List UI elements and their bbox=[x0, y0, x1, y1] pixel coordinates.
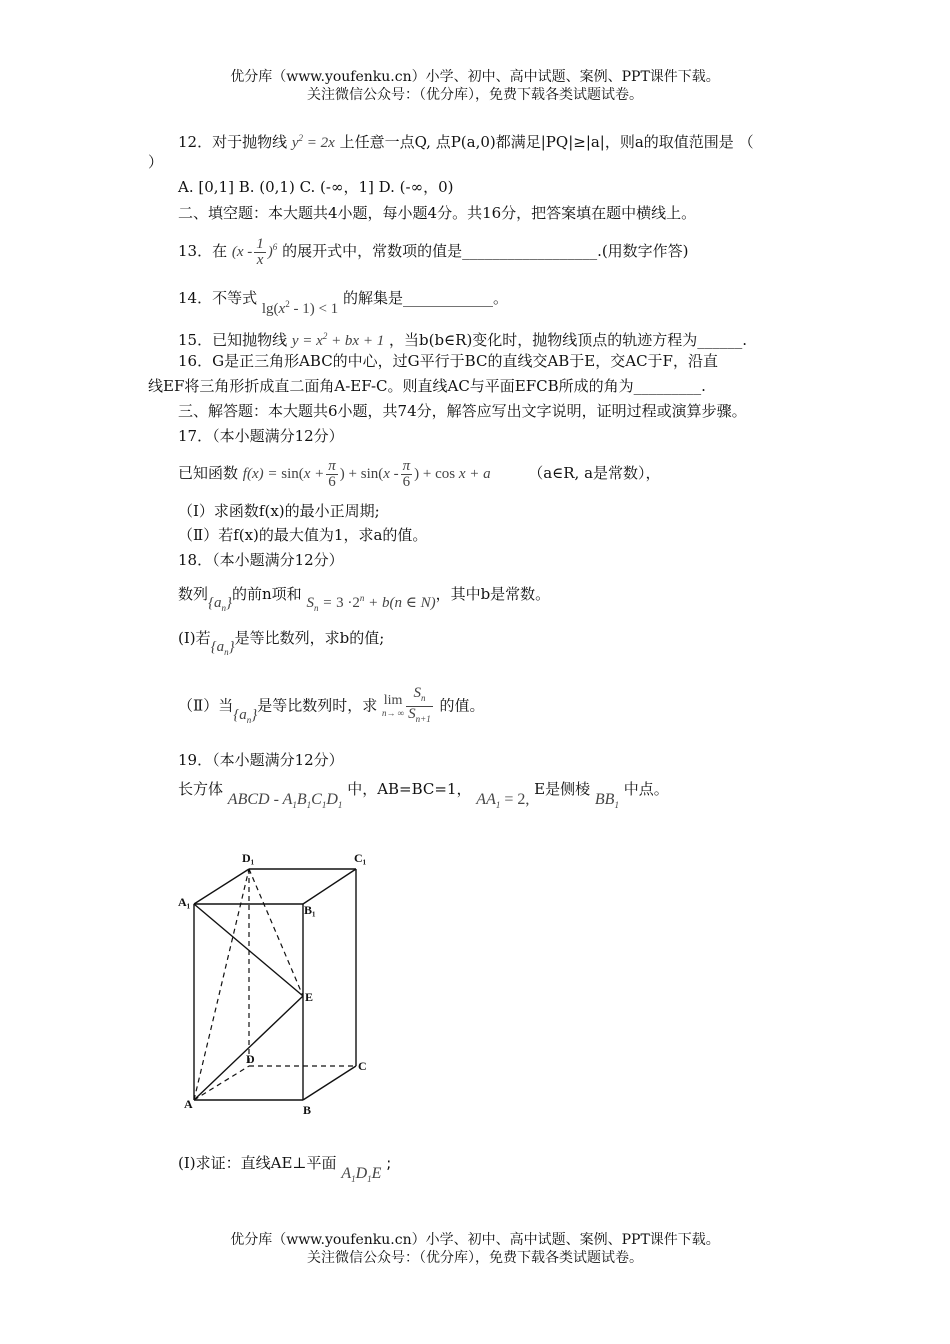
q18-statement bbox=[178, 577, 550, 613]
q16-line-1: 16．G是正三角形ABC的中心，过G平行于BC的直线交AB于E，交AC于F，沿直 bbox=[178, 352, 718, 370]
q17-function-formula: f(x) = sin(x + $\frac{\pi}{6}$ ) + sin(x - $\frac{\pi}{6}$ ) + cos x + a bbox=[242, 458, 491, 491]
q19-s4: 中点。 bbox=[623, 780, 669, 798]
section-3-heading: 三、解答题：本大题共6小题，共74分，解答应写出文字说明，证明过程或演算步骤。 bbox=[178, 402, 747, 420]
label-a1: A₁ bbox=[178, 895, 191, 909]
q18-p2c: 的值。 bbox=[439, 696, 485, 715]
q18-p1b: 是等比数列，求b的值; bbox=[234, 629, 385, 647]
q18-limit: lim n→ ∞ bbox=[382, 692, 405, 718]
q17-prefix: 已知函数 bbox=[178, 464, 239, 482]
q19-title: 19．（本小题满分12分） bbox=[178, 751, 344, 769]
q17-part-1: （Ⅰ）求函数f(x)的最小正周期; bbox=[178, 502, 380, 520]
question-13 bbox=[178, 232, 689, 268]
q12-options: A. [0,1] B. (0,1) C. (-∞，1] D. (-∞，0) bbox=[178, 178, 454, 196]
q19-s2: 中，AB=BC=1， bbox=[347, 780, 472, 798]
header-line-2: 关注微信公众号：（优分库），免费下载各类试题试卷。 bbox=[307, 87, 643, 103]
q14-prefix: 14．不等式 bbox=[178, 289, 258, 307]
q18-sequence-an: $\{a_n\}$ bbox=[208, 595, 233, 613]
cuboid-figure bbox=[176, 848, 376, 1118]
q17-condition: （a∈R, a是常数）， bbox=[528, 464, 661, 482]
q18-sequence-an-3: $\{a_n\}$ bbox=[233, 706, 258, 725]
footer-line-1: 优分库（www.youfenku.cn）小学、初中、高中试题、案例、PPT课件下载。 bbox=[230, 1232, 720, 1248]
label-b: B bbox=[303, 1103, 312, 1117]
q16-line-2: 线EF将三角形折成直二面角A-EF-C。则直线AC与平面EFCB所成的角为_________. bbox=[148, 377, 706, 395]
question-12 bbox=[178, 128, 754, 153]
q15-prefix: 15．已知抛物线 bbox=[178, 331, 288, 349]
q18-part-1 bbox=[178, 625, 384, 657]
q12-parabola-formula: $y^2 = 2x$ bbox=[291, 133, 335, 151]
edge-b1-c1 bbox=[303, 869, 356, 904]
q19-s3: E是侧棱 bbox=[534, 780, 591, 798]
q18-part-2 bbox=[178, 686, 485, 730]
q19-statement bbox=[178, 776, 669, 811]
q13-prefix: 13．在 bbox=[178, 242, 228, 260]
q15-suffix: ，当b(b∈R)变化时，抛物线顶点的轨迹方程为______. bbox=[389, 331, 748, 349]
q12-prefix: 12．对于抛物线 bbox=[178, 133, 288, 151]
q18-p2a: （Ⅱ）当 bbox=[178, 696, 234, 715]
label-d: D bbox=[246, 1052, 255, 1066]
q19-plane-a1d1e: $A_1D_1E$ bbox=[341, 1165, 382, 1185]
footer-line-2: 关注微信公众号：（优分库），免费下载各类试题试卷。 bbox=[307, 1250, 643, 1266]
edge-a1-d1 bbox=[194, 869, 249, 904]
segment-a-e bbox=[194, 996, 303, 1100]
q18-limit-fraction: $\frac{S_n}{S_{n+1}}$ bbox=[408, 685, 431, 724]
q18-s2: 的前n项和 bbox=[232, 585, 302, 603]
page-header bbox=[0, 68, 950, 104]
q15-parabola-formula: $y = x^2$ + bx + 1 bbox=[291, 331, 385, 349]
q17-part-2: （Ⅱ）若f(x)的最大值为1，求a的值。 bbox=[178, 526, 428, 544]
page-footer bbox=[0, 1231, 950, 1267]
q19-s1: 长方体 bbox=[178, 780, 224, 798]
q18-sum-formula: $S_n = 3 \cdot 2^n + b(n$ ∈ N) bbox=[306, 593, 436, 613]
q13-binomial: (x - $\frac{1}{x}$ )$^6$ bbox=[231, 236, 278, 269]
q19-aa1-formula: $AA_1 = 2$, bbox=[476, 791, 530, 811]
label-a: A bbox=[184, 1097, 193, 1111]
q19-p1: (Ⅰ)求证：直线AE⊥平面 bbox=[178, 1154, 337, 1172]
edge-a-d bbox=[194, 1066, 249, 1100]
q18-title: 18．（本小题满分12分） bbox=[178, 551, 344, 569]
q19-bb1-edge: $BB_1$ bbox=[594, 791, 619, 811]
q19-cuboid-name: ABCD - $A_1B_1C_1D_1$ bbox=[227, 791, 343, 811]
edge-b-c bbox=[303, 1066, 356, 1100]
question-14 bbox=[178, 280, 508, 317]
q14-inequality: $\lg(x^2 - 1) < 1$ bbox=[261, 299, 339, 317]
label-c1: C₁ bbox=[354, 851, 367, 865]
q18-p2b: 是等比数列时，求 bbox=[257, 696, 378, 715]
q18-p1a: (Ⅰ)若 bbox=[178, 629, 211, 647]
section-2-heading: 二、填空题：本大题共4小题，每小题4分。共16分，把答案填在题中横线上。 bbox=[178, 204, 697, 222]
q18-s3: ，其中b是常数。 bbox=[435, 585, 551, 603]
q13-suffix: 的展开式中，常数项的值是__________________.(用数字作答) bbox=[282, 242, 689, 260]
q19-part-1: (Ⅰ)求证：直线AE⊥平面 $A_1D_1E$ ; bbox=[178, 1154, 392, 1185]
q12-close-paren: ） bbox=[148, 153, 164, 171]
label-b1: B₁ bbox=[304, 903, 316, 917]
q17-title: 17．（本小题满分12分） bbox=[178, 427, 344, 445]
q14-suffix: 的解集是____________。 bbox=[342, 289, 508, 307]
label-d1: D₁ bbox=[242, 851, 255, 865]
question-15 bbox=[178, 326, 747, 351]
header-line-1: 优分库（www.youfenku.cn）小学、初中、高中试题、案例、PPT课件下载。 bbox=[230, 69, 720, 85]
q18-sequence-an-2: $\{a_n\}$ bbox=[210, 639, 235, 657]
segment-d1-e bbox=[249, 869, 303, 996]
label-c: C bbox=[358, 1059, 367, 1073]
q18-s1: 数列 bbox=[178, 585, 209, 603]
q12-suffix: 上任意一点Q, 点P(a,0)都满足|PQ|≥|a|，则a的取值范围是 （ bbox=[339, 133, 754, 151]
q17-statement bbox=[178, 455, 661, 492]
label-e: E bbox=[305, 990, 314, 1004]
